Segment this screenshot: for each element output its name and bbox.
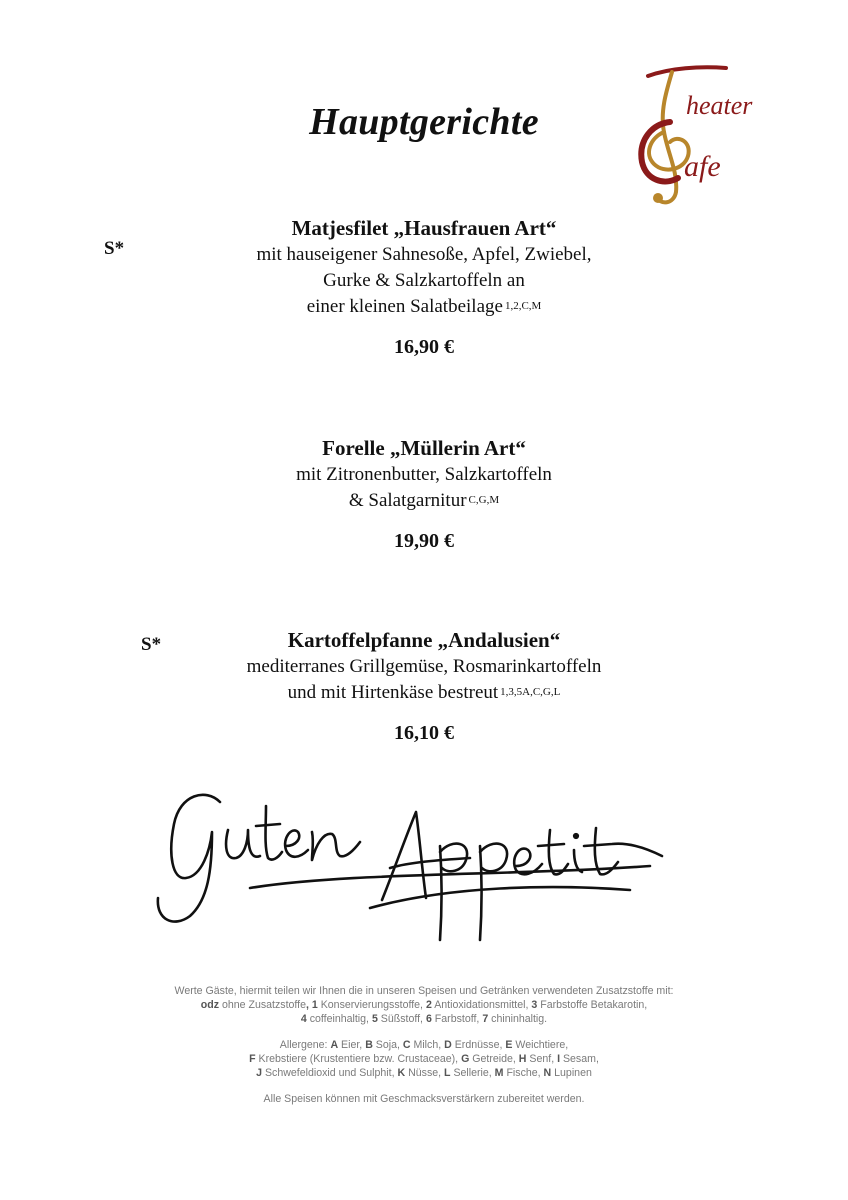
dish-3-desc-line-1: mediterranes Grillgemüse, Rosmarinkartoffeln bbox=[246, 656, 602, 677]
footer-allergens-line-3: J Schwefeldioxid und Sulphit, K Nüsse, L Sellerie, M Fische, N Lupinen bbox=[256, 1067, 592, 1079]
footer-allergens-line-2: F Krebstiere (Krustentiere bzw. Crustaceae), G Getreide, H Senf, I Sesam, bbox=[249, 1053, 599, 1065]
dish-1-name: Matjesfilet „Hausfrauen Art“ bbox=[291, 216, 557, 240]
page-title: Hauptgerichte bbox=[309, 101, 539, 143]
dish-1-desc-line-1: mit hauseigener Sahnesoße, Apfel, Zwiebel, bbox=[256, 244, 592, 265]
logo-text-bottom: afe bbox=[684, 150, 721, 183]
dish-2-allergens: C,G,M bbox=[468, 494, 500, 506]
dish-1-desc-line-3: einer kleinen Salatbeilage bbox=[306, 296, 503, 317]
footer-allergens-line-1: Allergene: A Eier, B Soja, C Milch, D Erdnüsse, E Weichtiere, bbox=[279, 1039, 569, 1051]
footer-notes bbox=[0, 984, 848, 1106]
dish-2-desc-line-2: & Salatgarnitur bbox=[348, 490, 467, 511]
dish-1-marker: S* bbox=[104, 238, 125, 259]
dish-3-marker: S* bbox=[141, 634, 162, 655]
dish-3-price: 16,10 € bbox=[394, 722, 454, 744]
dish-2-desc-line-1: mit Zitronenbutter, Salzkartoffeln bbox=[296, 464, 552, 485]
logo-text-top: heater bbox=[686, 91, 753, 120]
footer-intro: Werte Gäste, hiermit teilen wir Ihnen die in unseren Speisen und Getränken verwendeten Zusatzstoffe mit: bbox=[174, 985, 674, 997]
footer-additives-line-1: odz ohne Zusatzstoffe, 1 Konservierungsstoffe, 2 Antioxidationsmittel, 3 Farbstoffe Betakarotin, bbox=[200, 999, 648, 1011]
dish-2 bbox=[0, 434, 848, 553]
footer-closing: Alle Speisen können mit Geschmacksverstärkern zubereitet werden. bbox=[263, 1093, 585, 1105]
dish-3-name: Kartoffelpfanne „Andalusien“ bbox=[287, 628, 561, 652]
dish-1-desc-line-2: Gurke & Salzkartoffeln an bbox=[323, 270, 525, 291]
footer-additives-line-2: 4 coffeinhaltig, 5 Süßstoff, 6 Farbstoff, 7 chininhaltig. bbox=[300, 1013, 548, 1025]
dish-1-price: 16,90 € bbox=[394, 336, 454, 358]
dish-3 bbox=[0, 626, 848, 745]
dish-2-price: 19,90 € bbox=[394, 530, 454, 552]
dish-3-allergens: 1,3,5A,C,G,L bbox=[500, 686, 561, 698]
dish-3-desc-line-2: und mit Hirtenkäse bestreut bbox=[287, 682, 499, 703]
dish-1 bbox=[0, 214, 848, 359]
theater-cafe-logo bbox=[630, 62, 765, 210]
dish-1-allergens: 1,2,C,M bbox=[504, 300, 542, 312]
guten-appetit-signature bbox=[150, 780, 670, 955]
dish-2-name: Forelle „Müllerin Art“ bbox=[322, 436, 526, 460]
